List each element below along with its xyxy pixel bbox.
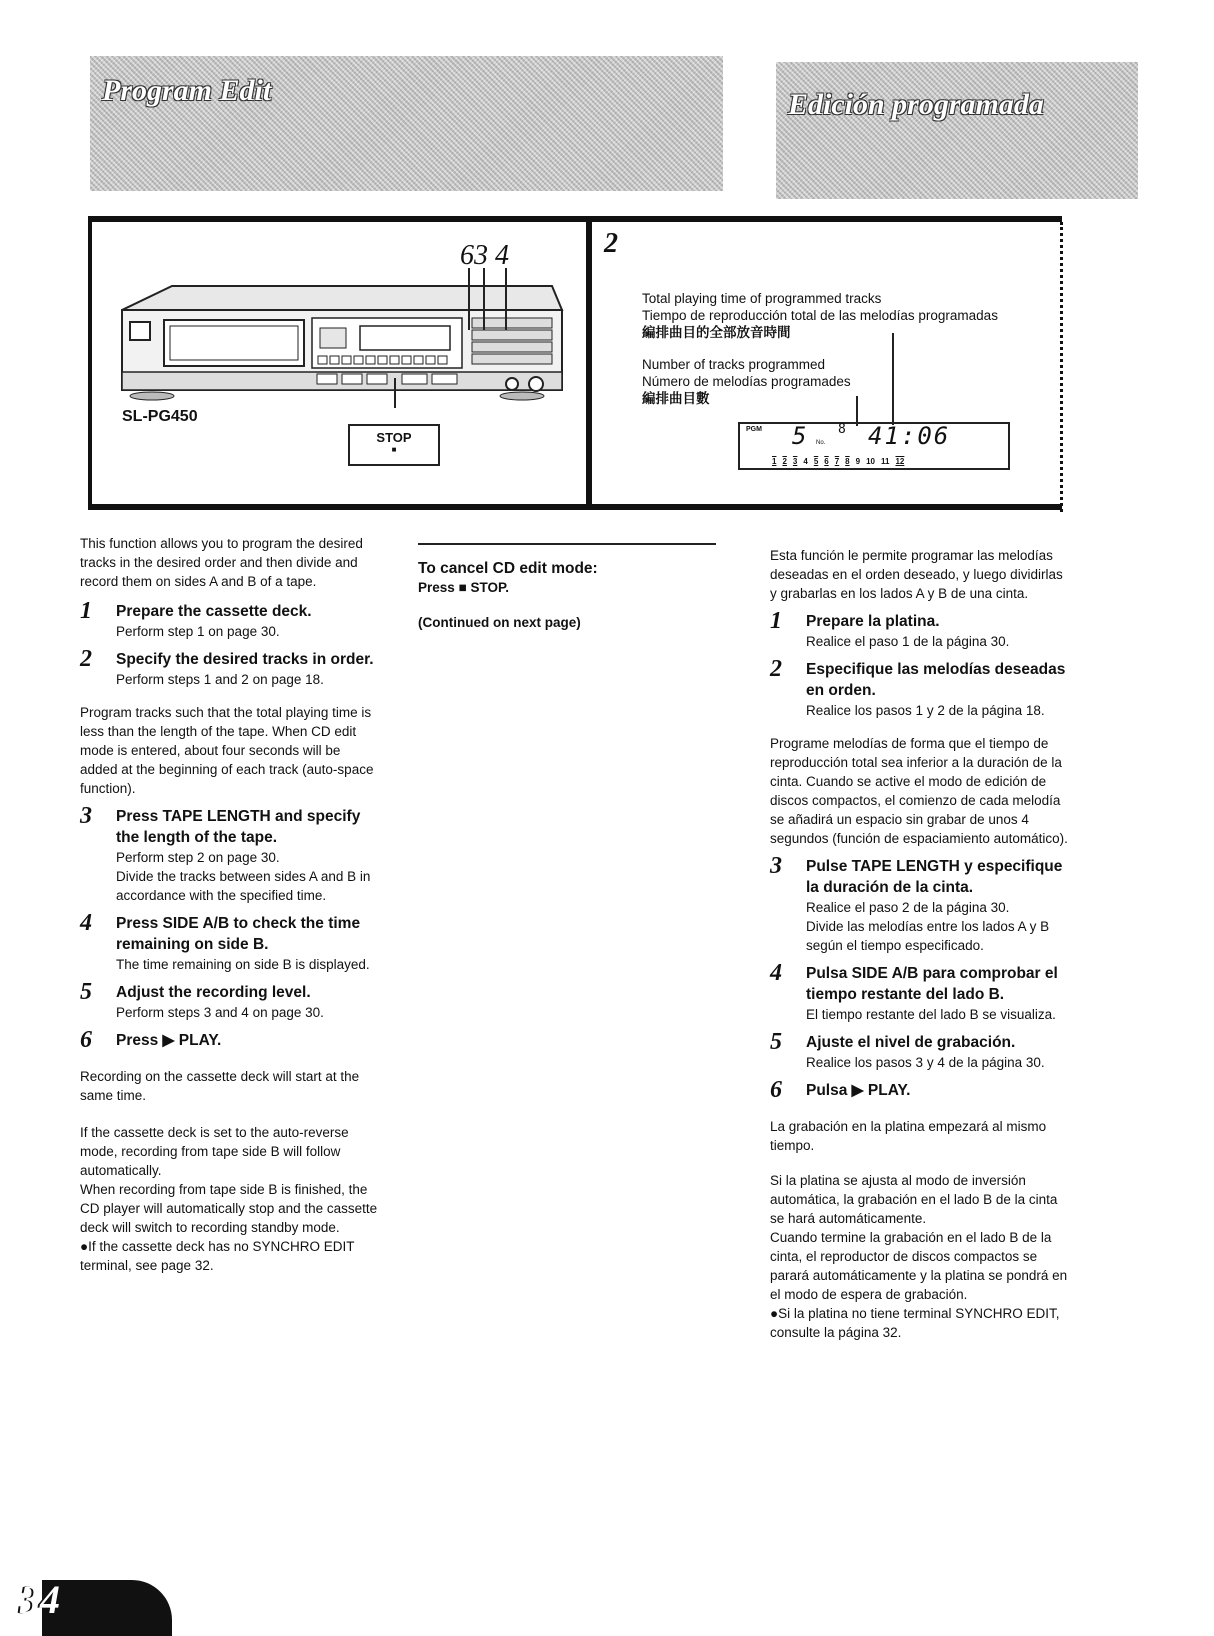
right-step-number: 2 [604, 228, 618, 259]
note-4-es: Cuando termine la grabación en el lado B de la cinta, el reproductor de discos compactos se parará automáticamente y la platina se pondrá en el modo de espera de grabación. [770, 1230, 1068, 1302]
intro-es: Esta función le permite programar las melodías deseadas en el orden deseado, y luego dividirlas y grabarlas en los lados A y B de una cinta. [770, 548, 1063, 601]
title-banner-es [776, 62, 1138, 199]
title-banner-en [90, 56, 723, 191]
lcd-track-count: 5 [792, 422, 807, 450]
lcd-display [738, 422, 1010, 470]
step-heading: Pulsa SIDE A/B para comprobar el tiempo restante del lado B. [806, 965, 1058, 1003]
step-number: 1 [770, 608, 782, 634]
step-body: The time remaining on side B is displayed. [116, 957, 370, 972]
column-middle [418, 543, 716, 630]
step-number: 4 [80, 910, 92, 936]
step-6-en [80, 1027, 380, 1053]
step-number: 6 [80, 1027, 92, 1053]
step-body: Perform steps 3 and 4 on page 30. [116, 1005, 324, 1020]
lcd-total-time: 41:06 [868, 422, 951, 450]
step-number: 3 [80, 803, 92, 829]
step-numbers-label: 63 4 [460, 240, 509, 271]
step-number: 3 [770, 853, 782, 879]
step-body: Perform steps 1 and 2 on page 18. [116, 672, 324, 687]
num-tracks-labels [642, 356, 851, 407]
num-tracks-en: Number of tracks programmed [642, 357, 826, 372]
step-1-es [770, 608, 1068, 651]
step-heading: Pulse TAPE LENGTH y especifique la duración de la cinta. [806, 858, 1063, 896]
num-tracks-es: Número de melodías programades [642, 374, 851, 389]
step-heading: Especifique las melodías deseadas en orden. [806, 661, 1066, 699]
step-2-es [770, 656, 1068, 720]
intro-en: This function allows you to program the desired tracks in the desired order and then divide and record them on sides A and B of a tape. [80, 536, 363, 589]
step-number: 2 [80, 646, 92, 672]
step-heading: Prepare la platina. [806, 613, 940, 630]
note-5-es: ●Si la platina no tiene terminal SYNCHRO EDIT, consulte la página 32. [770, 1306, 1060, 1340]
step-3-en [80, 803, 380, 905]
step-heading: Prepare the cassette deck. [116, 603, 312, 620]
step-heading: Press TAPE LENGTH and specify the length of the tape. [116, 808, 361, 846]
lcd-sub-digit: 8 [838, 422, 846, 437]
middle-rule [418, 543, 716, 545]
step-number: 6 [770, 1077, 782, 1103]
note-3-en: If the cassette deck is set to the auto-reverse mode, recording from tape side B will follow automatically. [80, 1125, 349, 1178]
step-body: Perform step 1 on page 30. [116, 624, 280, 639]
cancel-body: Press ■ STOP. [418, 580, 509, 595]
cancel-heading: To cancel CD edit mode: [418, 560, 598, 577]
note-1-es: Programe melodías de forma que el tiempo de reproducción total sea inferior a la duración de la cinta. Cuando se active el modo de edición de discos compactos, el comienzo de cada melodía se añadirá un espacio sin grabar de unos 4 segundos (función de espaciamiento automático). [770, 736, 1068, 846]
lcd-track-calendar [772, 457, 904, 466]
lcd-track-11: 11 [880, 457, 890, 466]
page-title-es: Edición programada [788, 88, 1044, 121]
page-number: 34 [20, 1577, 60, 1622]
stop-button [348, 424, 440, 466]
step-4-en [80, 910, 380, 974]
step-3-es [770, 853, 1068, 955]
step-heading: Specify the desired tracks in order. [116, 651, 374, 668]
figure-divider [586, 222, 592, 504]
step-number: 5 [770, 1029, 782, 1055]
lcd-no-label: No. [816, 440, 826, 446]
column-spanish [770, 546, 1068, 1342]
step-heading: Pulsa ▶ PLAY. [806, 1082, 911, 1099]
step-5-es [770, 1029, 1068, 1072]
lcd-track-4: 4 [803, 457, 808, 466]
stop-button-label: STOP [376, 430, 412, 445]
step-4-es [770, 960, 1068, 1024]
lcd-track-3: 3 [792, 457, 798, 466]
lcd-track-6: 6 [824, 457, 829, 466]
step-heading: Press ▶ PLAY. [116, 1032, 222, 1049]
total-time-labels [642, 290, 998, 341]
step-body: Divide the tracks between sides A and B in accordance with the specified time. [116, 869, 371, 903]
lcd-track-9: 9 [855, 457, 861, 466]
note-1-en: Program tracks such that the total playing time is less than the length of the tape. When CD edit mode is entered, about four seconds will be added at the beginning of each track (auto-space function). [80, 705, 374, 796]
column-english [80, 534, 380, 1275]
note-4-en: When recording from tape side B is finished, the CD player will automatically stop and the cassette deck will switch to recording standby mode. [80, 1182, 378, 1235]
note-2-en: Recording on the cassette deck will start at the same time. [80, 1069, 360, 1103]
lcd-track-7: 7 [834, 457, 840, 466]
leader-line-time [892, 333, 894, 425]
step-1-en [80, 598, 380, 641]
step-2-en [80, 646, 380, 689]
step-heading: Ajuste el nivel de grabación. [806, 1034, 1016, 1051]
step-number: 4 [770, 960, 782, 986]
step-body: Realice los pasos 1 y 2 de la página 18. [806, 703, 1045, 718]
num-tracks-zh: 編排曲目數 [642, 391, 710, 406]
continued-note: (Continued on next page) [418, 615, 581, 630]
step-body: Realice el paso 1 de la página 30. [806, 634, 1010, 649]
page-number-tab [42, 1580, 172, 1636]
step-body: El tiempo restante del lado B se visualiza. [806, 1007, 1056, 1022]
step-number: 5 [80, 979, 92, 1005]
model-label: SL-PG450 [122, 408, 198, 425]
total-time-en: Total playing time of programmed tracks [642, 291, 882, 306]
step-body: Realice los pasos 3 y 4 de la página 30. [806, 1055, 1045, 1070]
cd-player-illustration [112, 268, 572, 408]
page-title-en: Program Edit [102, 74, 272, 107]
lcd-track-2: 2 [782, 457, 787, 466]
figure-right-dotted-edge [1060, 222, 1063, 512]
total-time-es: Tiempo de reproducción total de las melodías programadas [642, 308, 998, 323]
total-time-zh: 編排曲目的全部放音時間 [642, 325, 791, 340]
note-2-es: La grabación en la platina empezará al mismo tiempo. [770, 1119, 1047, 1153]
step-body: Divide las melodías entre los lados A y B según el tiempo especificado. [806, 919, 1050, 953]
step-heading: Press SIDE A/B to check the time remaining on side B. [116, 915, 361, 953]
step-6-es [770, 1077, 1068, 1103]
step-number: 2 [770, 656, 782, 682]
step-body: Realice el paso 2 de la página 30. [806, 900, 1010, 915]
lcd-track-10: 10 [866, 457, 875, 466]
step-body: Perform step 2 on page 30. [116, 850, 280, 865]
lcd-track-5: 5 [813, 457, 819, 466]
lcd-pgm-indicator: PGM [746, 426, 762, 433]
lcd-track-8: 8 [845, 457, 850, 466]
step-heading: Adjust the recording level. [116, 984, 311, 1001]
step-5-en [80, 979, 380, 1022]
step-number: 1 [80, 598, 92, 624]
lcd-track-1: 1 [772, 457, 777, 466]
lcd-track-12: 12 [895, 457, 905, 466]
note-3-es: Si la platina se ajusta al modo de inversión automática, la grabación en el lado B de la cinta se hará automáticamente. [770, 1173, 1058, 1226]
note-5-en: ●If the cassette deck has no SYNCHRO EDIT terminal, see page 32. [80, 1239, 355, 1273]
stop-icon: ■ [391, 445, 397, 454]
